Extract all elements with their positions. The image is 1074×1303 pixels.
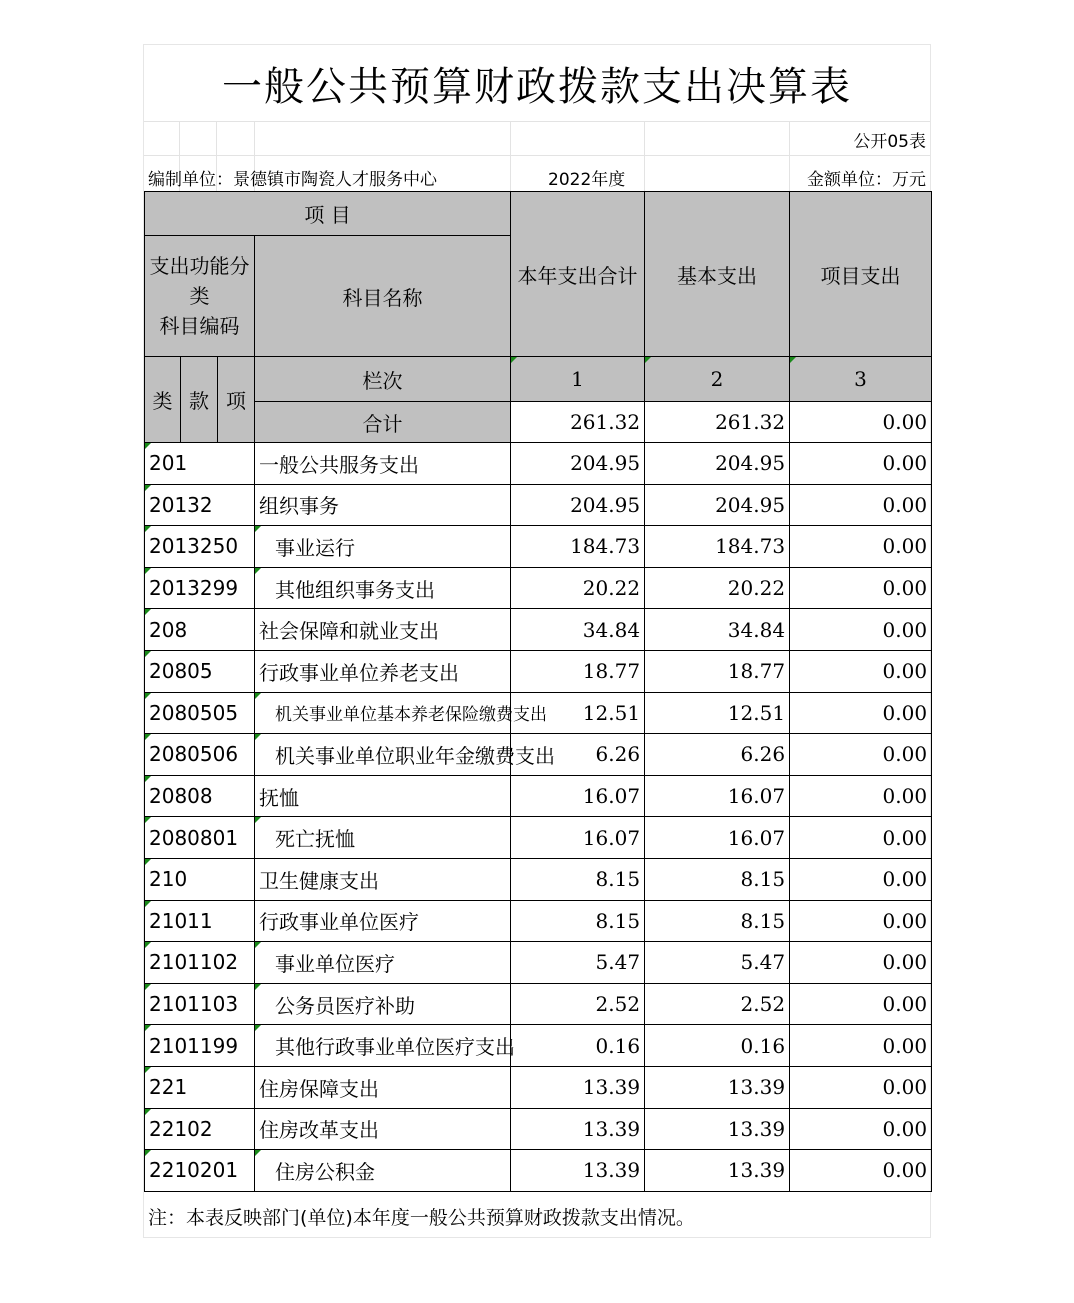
header-col-project: 项目支出 bbox=[790, 192, 932, 357]
table-row bbox=[145, 858, 932, 900]
amount-project: 0.00 bbox=[790, 734, 932, 776]
amount-basic: 2.52 bbox=[645, 983, 790, 1025]
amount-basic: 13.39 bbox=[645, 1066, 790, 1108]
amount-total: 0.16 bbox=[511, 1025, 645, 1067]
header-project: 项 目 bbox=[145, 192, 511, 236]
fiscal-year: 2022年度 bbox=[548, 170, 626, 190]
subject-code: 2210201 bbox=[145, 1150, 255, 1192]
subject-code: 22102 bbox=[145, 1108, 255, 1150]
amount-project: 0.00 bbox=[790, 1066, 932, 1108]
column-index-2: 2 bbox=[645, 357, 790, 402]
table-row bbox=[145, 942, 932, 984]
grid-line bbox=[144, 121, 930, 122]
subject-code: 2101199 bbox=[145, 1025, 255, 1067]
column-index-1: 1 bbox=[511, 357, 645, 402]
table-row bbox=[145, 1108, 932, 1150]
subject-code: 2080801 bbox=[145, 817, 255, 859]
header-lanci: 栏次 bbox=[255, 357, 511, 402]
amount-total: 204.95 bbox=[511, 443, 645, 485]
table-row bbox=[145, 443, 932, 485]
header-subject-name: 科目名称 bbox=[255, 236, 511, 357]
subject-code: 2080505 bbox=[145, 692, 255, 734]
subject-code: 20805 bbox=[145, 650, 255, 692]
subject-name: 住房公积金 bbox=[255, 1150, 511, 1192]
amount-project: 0.00 bbox=[790, 900, 932, 942]
subject-code: 2101103 bbox=[145, 983, 255, 1025]
compiling-unit: 编制单位：景德镇市陶瓷人才服务中心 bbox=[148, 170, 437, 190]
header-func-class: 支出功能分类 科目编码 bbox=[145, 236, 255, 357]
amount-project: 0.00 bbox=[790, 443, 932, 485]
table-row bbox=[145, 900, 932, 942]
amount-basic: 34.84 bbox=[645, 609, 790, 651]
header-col-total: 本年支出合计 bbox=[511, 192, 645, 357]
subject-name: 抚恤 bbox=[255, 775, 511, 817]
amount-project: 0.00 bbox=[790, 775, 932, 817]
subject-name: 住房保障支出 bbox=[255, 1066, 511, 1108]
table-row bbox=[145, 983, 932, 1025]
money-unit: 金额单位：万元 bbox=[807, 170, 926, 190]
table-row bbox=[145, 1025, 932, 1067]
subject-name: 其他组织事务支出 bbox=[255, 567, 511, 609]
amount-project: 0.00 bbox=[790, 650, 932, 692]
amount-total: 6.26 bbox=[511, 734, 645, 776]
amount-project: 0.00 bbox=[790, 526, 932, 568]
amount-total: 5.47 bbox=[511, 942, 645, 984]
grid-line bbox=[510, 121, 511, 191]
amount-total: 184.73 bbox=[511, 526, 645, 568]
amount-project: 0.00 bbox=[790, 1150, 932, 1192]
amount-basic: 13.39 bbox=[645, 1108, 790, 1150]
subject-code: 2013299 bbox=[145, 567, 255, 609]
subject-name: 机关事业单位职业年金缴费支出 bbox=[255, 734, 511, 776]
grid-line bbox=[644, 121, 645, 191]
subject-code: 201 bbox=[145, 443, 255, 485]
subject-name: 组织事务 bbox=[255, 484, 511, 526]
table-row bbox=[145, 567, 932, 609]
amount-basic: 204.95 bbox=[645, 484, 790, 526]
amount-project: 0.00 bbox=[790, 983, 932, 1025]
grid-line bbox=[144, 155, 930, 156]
form-code: 公开05表 bbox=[853, 132, 926, 152]
amount-project: 0.00 bbox=[790, 817, 932, 859]
amount-basic: 6.26 bbox=[645, 734, 790, 776]
subject-code: 221 bbox=[145, 1066, 255, 1108]
amount-basic: 184.73 bbox=[645, 526, 790, 568]
expenditure-table bbox=[144, 191, 932, 1192]
amount-basic: 8.15 bbox=[645, 858, 790, 900]
subject-name: 一般公共服务支出 bbox=[255, 443, 511, 485]
amount-total: 13.39 bbox=[511, 1108, 645, 1150]
amount-project: 0.00 bbox=[790, 1108, 932, 1150]
amount-basic: 18.77 bbox=[645, 650, 790, 692]
header-lei: 类 bbox=[145, 357, 181, 443]
table-row bbox=[145, 526, 932, 568]
subject-code: 2101102 bbox=[145, 942, 255, 984]
amount-basic: 8.15 bbox=[645, 900, 790, 942]
subject-name: 住房改革支出 bbox=[255, 1108, 511, 1150]
header-xiang: 项 bbox=[218, 357, 255, 443]
subject-name: 社会保障和就业支出 bbox=[255, 609, 511, 651]
amount-basic: 12.51 bbox=[645, 692, 790, 734]
header-col-basic: 基本支出 bbox=[645, 192, 790, 357]
table-row bbox=[145, 609, 932, 651]
column-index-3: 3 bbox=[790, 357, 932, 402]
report-title: 一般公共预算财政拨款支出决算表 bbox=[222, 63, 852, 110]
amount-total: 18.77 bbox=[511, 650, 645, 692]
subject-name: 死亡抚恤 bbox=[255, 817, 511, 859]
total-basic: 261.32 bbox=[645, 402, 790, 443]
subject-name: 行政事业单位医疗 bbox=[255, 900, 511, 942]
subject-name: 事业单位医疗 bbox=[255, 942, 511, 984]
amount-total: 13.39 bbox=[511, 1150, 645, 1192]
amount-project: 0.00 bbox=[790, 484, 932, 526]
amount-total: 20.22 bbox=[511, 567, 645, 609]
table-row bbox=[145, 1066, 932, 1108]
amount-project: 0.00 bbox=[790, 858, 932, 900]
table-row bbox=[145, 650, 932, 692]
subject-code: 20132 bbox=[145, 484, 255, 526]
subject-code: 2013250 bbox=[145, 526, 255, 568]
grid-line bbox=[789, 121, 790, 191]
subject-name: 事业运行 bbox=[255, 526, 511, 568]
amount-basic: 16.07 bbox=[645, 817, 790, 859]
subject-code: 20808 bbox=[145, 775, 255, 817]
amount-total: 12.51 bbox=[511, 692, 645, 734]
amount-total: 16.07 bbox=[511, 775, 645, 817]
subject-name: 机关事业单位基本养老保险缴费支出 bbox=[255, 692, 511, 734]
report-sheet bbox=[143, 44, 931, 1238]
subject-name: 行政事业单位养老支出 bbox=[255, 650, 511, 692]
amount-total: 8.15 bbox=[511, 858, 645, 900]
total-amount: 261.32 bbox=[511, 402, 645, 443]
amount-total: 2.52 bbox=[511, 983, 645, 1025]
amount-project: 0.00 bbox=[790, 1025, 932, 1067]
table-row bbox=[145, 484, 932, 526]
total-project: 0.00 bbox=[790, 402, 932, 443]
table-row bbox=[145, 692, 932, 734]
amount-project: 0.00 bbox=[790, 942, 932, 984]
subject-code: 210 bbox=[145, 858, 255, 900]
amount-total: 16.07 bbox=[511, 817, 645, 859]
amount-basic: 13.39 bbox=[645, 1150, 790, 1192]
subject-code: 21011 bbox=[145, 900, 255, 942]
amount-basic: 20.22 bbox=[645, 567, 790, 609]
amount-project: 0.00 bbox=[790, 692, 932, 734]
amount-basic: 5.47 bbox=[645, 942, 790, 984]
subject-name: 其他行政事业单位医疗支出 bbox=[255, 1025, 511, 1067]
footnote: 注：本表反映部门(单位)本年度一般公共预算财政拨款支出情况。 bbox=[148, 1207, 695, 1229]
table-row bbox=[145, 775, 932, 817]
amount-total: 13.39 bbox=[511, 1066, 645, 1108]
header-kuan: 款 bbox=[181, 357, 218, 443]
subject-code: 2080506 bbox=[145, 734, 255, 776]
amount-basic: 0.16 bbox=[645, 1025, 790, 1067]
amount-project: 0.00 bbox=[790, 567, 932, 609]
amount-total: 204.95 bbox=[511, 484, 645, 526]
subject-name: 公务员医疗补助 bbox=[255, 983, 511, 1025]
amount-project: 0.00 bbox=[790, 609, 932, 651]
subject-name: 卫生健康支出 bbox=[255, 858, 511, 900]
total-label: 合计 bbox=[255, 402, 511, 443]
amount-basic: 16.07 bbox=[645, 775, 790, 817]
table-row bbox=[145, 817, 932, 859]
table-row bbox=[145, 734, 932, 776]
amount-total: 34.84 bbox=[511, 609, 645, 651]
subject-code: 208 bbox=[145, 609, 255, 651]
amount-basic: 204.95 bbox=[645, 443, 790, 485]
amount-total: 8.15 bbox=[511, 900, 645, 942]
table-row bbox=[145, 1150, 932, 1192]
